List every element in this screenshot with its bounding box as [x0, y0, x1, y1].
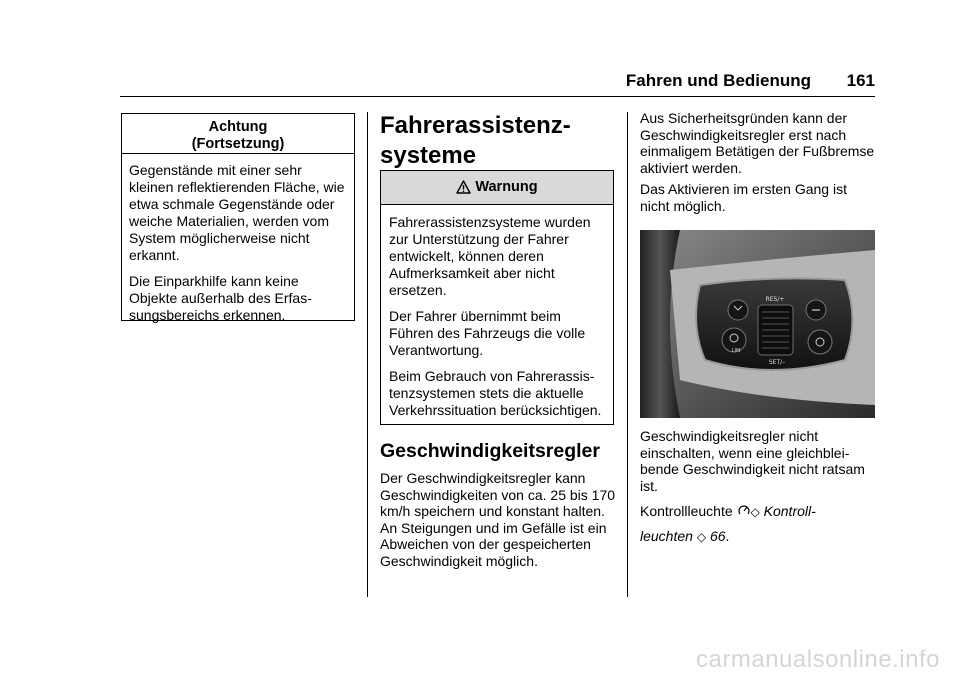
- steering-wheel-image: [640, 230, 875, 418]
- col3-paragraph-3: Geschwindigkeitsregler nicht einschalten, wenn eine gleichblei-bende Geschwindigkeit nicht ratsam ist.: [640, 428, 865, 494]
- reference-arrow-icon: ◇: [750, 505, 760, 519]
- steering-wheel-photo: [640, 230, 875, 418]
- page-number: 161: [846, 71, 875, 90]
- caution-box-body: [122, 154, 354, 324]
- res-label: RES/+: [765, 296, 785, 303]
- caution-paragraph: Die Einparkhilfe kann keine Objekte außerhalb des Erfas-sungsbereichs erkennen.: [129, 273, 312, 323]
- section-title: [380, 111, 571, 171]
- reference-arrow-icon: ◇: [696, 530, 707, 544]
- cross-reference: [640, 499, 876, 549]
- cruise-paragraph: Der Geschwindigkeitsregler kann Geschwindigkeiten von ca. 25 bis 170 km/h speichern und konstant halten. An Steigungen und im Gefälle ist ein Abweichen von der gespeicherten Geschwindigkeit möglich.: [380, 470, 616, 569]
- ref-suffix: .: [725, 528, 730, 544]
- caution-paragraph: Gegenstände mit einer sehr kleinen reflektierenden Fläche, wie etwa schmale Gegenstände oder weiche Materialien, werden vom System möglicherweise nicht erkannt.: [129, 162, 345, 263]
- column-divider-right: [627, 112, 628, 597]
- lim-label: LIM: [731, 348, 741, 354]
- watermark: carmanualsonline.info: [696, 646, 940, 673]
- ref-page[interactable]: 66: [709, 528, 726, 544]
- caution-box: [121, 113, 355, 321]
- chapter-title: Fahren und Bedienung: [625, 71, 811, 90]
- warning-box-body: [381, 205, 613, 419]
- cruise-control-icon: [737, 504, 751, 517]
- set-label: SET/–: [768, 359, 786, 366]
- warning-title: Warnung: [475, 179, 538, 195]
- col3-paragraph-1: Aus Sicherheitsgründen kann der Geschwindigkeitsregler erst nach einmaligem Betätigen der Fußbremse aktiviert werden.: [640, 110, 875, 176]
- caution-title: Achtung: [208, 119, 268, 135]
- warning-paragraph: Der Fahrer übernimmt beim Führen des Fahrzeugs die volle Verantwortung.: [389, 308, 586, 358]
- caution-box-header: [122, 114, 354, 154]
- col3-paragraph-2: Das Aktivieren im ersten Gang ist nicht möglich.: [640, 181, 847, 214]
- ref-prefix: Kontrollleuchte: [640, 503, 733, 519]
- section-title-line1: Fahrerassistenz-: [380, 112, 571, 139]
- warning-paragraph: Fahrerassistenzsysteme wurden zur Unterstützung der Fahrer entwickelt, können deren Aufmerksamkeit aber nicht ersetzen.: [389, 214, 591, 298]
- warning-box: [380, 170, 614, 425]
- column-divider-left: [367, 112, 368, 597]
- warning-icon: [456, 180, 471, 194]
- header-rule: [120, 96, 875, 97]
- section-title-line2: systeme: [380, 142, 477, 169]
- ref-link-line1[interactable]: Kontroll-: [763, 503, 816, 519]
- warning-box-header: [381, 171, 613, 205]
- caution-subtitle: (Fortsetzung): [191, 136, 285, 152]
- ref-link-line2[interactable]: leuchten: [640, 528, 693, 544]
- page-header: [120, 71, 875, 93]
- warning-paragraph: Beim Gebrauch von Fahrerassis-tenzsystemen stets die aktuelle Verkehrssituation berücksichtigen.: [389, 368, 602, 418]
- cruise-heading: Geschwindigkeitsregler: [380, 440, 600, 462]
